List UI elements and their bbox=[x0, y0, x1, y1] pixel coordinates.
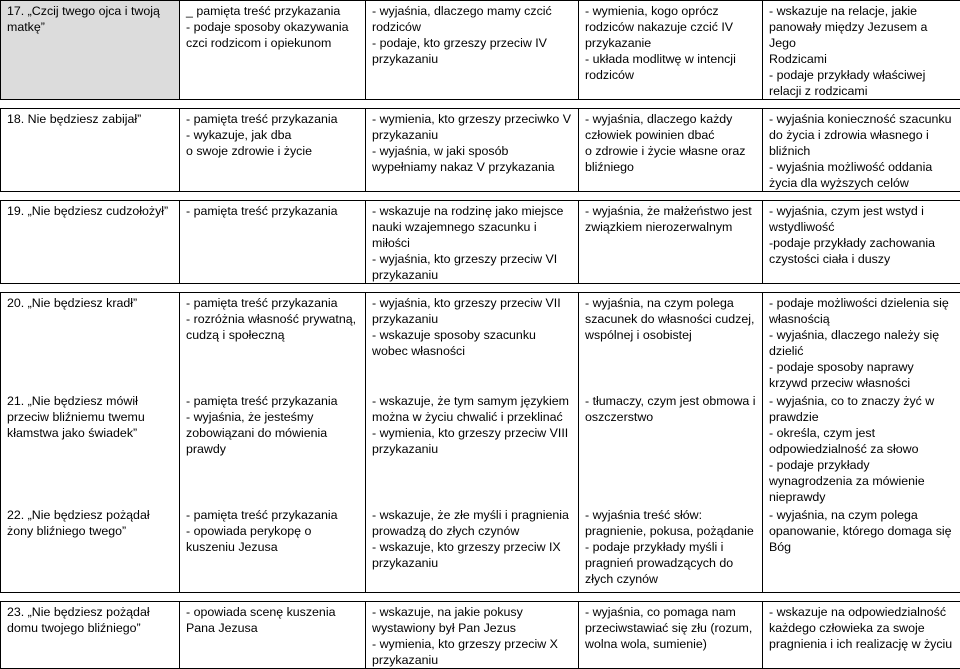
topic-cell bbox=[1, 602, 180, 669]
topic-number: 19. bbox=[7, 204, 24, 218]
table-row bbox=[1, 201, 960, 284]
level-4-cell: - wskazuje na odpowiedzialność każdego człowieka za swoje pragnienia i ich realizację w życiu bbox=[763, 602, 960, 669]
table-row bbox=[1, 505, 960, 593]
level-1-cell: - pamięta treść przykazania bbox=[180, 201, 366, 284]
topic-title: „Czcij twego ojca i twoją matkę” bbox=[7, 4, 160, 34]
level-2-cell: - wskazuje na rodzinę jako miejsce nauki wzajemnego szacunku i miłości - wyjaśnia, kto grzeszy przeciw VI przykazaniu bbox=[366, 201, 579, 284]
level-3-cell: - wymienia, kogo oprócz rodziców nakazuje czcić IV przykazanie - układa modlitwę w intencji rodziców bbox=[579, 1, 763, 100]
level-4-cell: - wyjaśnia, czym jest wstyd i wstydliwość -podaje przykłady zachowania czystości ciała i duszy bbox=[763, 201, 960, 284]
level-4-cell: - wyjaśnia, co to znaczy żyć w prawdzie - określa, czym jest odpowiedzialność za słowo - podaje przykłady wynagrodzenia za mówienie nieprawdy bbox=[763, 391, 960, 505]
table-row bbox=[1, 1, 960, 100]
row-spacer bbox=[1, 192, 960, 201]
level-3-cell: - tłumaczy, czym jest obmowa i oszczerstwo bbox=[579, 391, 763, 505]
level-4-cell: - podaje możliwości dzielenia się własnością - wyjaśnia, dlaczego należy się dzielić - podaje sposoby naprawy krzywd przeciw własności bbox=[763, 293, 960, 392]
level-2-cell: - wyjaśnia, dlaczego mamy czcić rodziców - podaje, kto grzeszy przeciw IV przykazaniu bbox=[366, 1, 579, 100]
row-spacer bbox=[1, 100, 960, 109]
topic-number: 20. bbox=[7, 296, 24, 310]
level-3-cell: - wyjaśnia, że małżeństwo jest związkiem nierozerwalnym bbox=[579, 201, 763, 284]
level-4-cell: - wyjaśnia konieczność szacunku do życia i zdrowia własnego i bliźnich - wyjaśnia możliwość oddania życia dla wyższych celów bbox=[763, 109, 960, 192]
topic-number: 23. bbox=[7, 605, 24, 619]
topic-cell bbox=[1, 505, 180, 593]
row-spacer bbox=[1, 284, 960, 293]
level-1-cell: - opowiada scenę kuszenia Pana Jezusa bbox=[180, 602, 366, 669]
topic-cell bbox=[1, 201, 180, 284]
topic-title: Nie będziesz zabijał” bbox=[24, 112, 141, 126]
level-2-cell: - wyjaśnia, kto grzeszy przeciw VII przykazaniu - wskazuje sposoby szacunku wobec własności bbox=[366, 293, 579, 392]
level-2-cell: - wskazuje, na jakie pokusy wystawiony był Pan Jezus - wymienia, kto grzeszy przeciw X przykazaniu bbox=[366, 602, 579, 669]
row-spacer bbox=[1, 593, 960, 602]
topic-cell bbox=[1, 109, 180, 192]
level-1-cell: - pamięta treść przykazania - opowiada perykopę o kuszeniu Jezusa bbox=[180, 505, 366, 593]
level-3-cell: - wyjaśnia, co pomaga nam przeciwstawiać się złu (rozum, wolna wola, sumienie) bbox=[579, 602, 763, 669]
table-row bbox=[1, 391, 960, 505]
level-3-cell: - wyjaśnia, na czym polega szacunek do własności cudzej, wspólnej i osobistej bbox=[579, 293, 763, 392]
level-3-cell: - wyjaśnia, dlaczego każdy człowiek powinien dbać o zdrowie i życie własne oraz bliźniego bbox=[579, 109, 763, 192]
topic-title: „Nie będziesz pożądał żony bliźniego twego” bbox=[7, 508, 150, 538]
table-row bbox=[1, 293, 960, 392]
topic-number: 21. bbox=[7, 394, 24, 408]
topic-title: „Nie będziesz pożądał domu twojego bliźniego” bbox=[7, 605, 150, 635]
table-row bbox=[1, 109, 960, 192]
topic-cell bbox=[1, 1, 180, 100]
level-3-cell: - wyjaśnia treść słów: pragnienie, pokusa, pożądanie - podaje przykłady myśli i pragnień prowadzących do złych czynów bbox=[579, 505, 763, 593]
table-row bbox=[1, 602, 960, 669]
topic-number: 22. bbox=[7, 508, 24, 522]
level-1-cell: - pamięta treść przykazania - rozróżnia własność prywatną, cudzą i społeczną bbox=[180, 293, 366, 392]
level-2-cell: - wymienia, kto grzeszy przeciwko V przykazaniu - wyjaśnia, w jaki sposób wypełniamy nakaz V przykazania bbox=[366, 109, 579, 192]
topic-title: „Nie będziesz cudzołożył” bbox=[24, 204, 168, 218]
topic-title: „Nie będziesz mówił przeciw bliźniemu twemu kłamstwa jako świadek” bbox=[7, 394, 145, 440]
topic-title: „Nie będziesz kradł” bbox=[24, 296, 137, 310]
topic-cell bbox=[1, 391, 180, 505]
topic-number: 17. bbox=[7, 4, 24, 18]
level-2-cell: - wskazuje, że tym samym językiem można w życiu chwalić i przeklinać - wymienia, kto grzeszy przeciw VIII przykazaniu bbox=[366, 391, 579, 505]
level-2-cell: - wskazuje, że złe myśli i pragnienia prowadzą do złych czynów - wskazuje, kto grzeszy przeciw IX przykazaniu bbox=[366, 505, 579, 593]
level-1-cell: _ pamięta treść przykazania - podaje sposoby okazywania czci rodzicom i opiekunom bbox=[180, 1, 366, 100]
level-1-cell: - pamięta treść przykazania - wykazuje, jak dba o swoje zdrowie i życie bbox=[180, 109, 366, 192]
level-4-cell: - wskazuje na relacje, jakie panowały między Jezusem a Jego Rodzicami - podaje przykłady właściwej relacji z rodzicami bbox=[763, 1, 960, 100]
topic-number: 18. bbox=[7, 112, 24, 126]
level-1-cell: - pamięta treść przykazania - wyjaśnia, że jesteśmy zobowiązani do mówienia prawdy bbox=[180, 391, 366, 505]
level-4-cell: - wyjaśnia, na czym polega opanowanie, którego domaga się Bóg bbox=[763, 505, 960, 593]
topic-cell bbox=[1, 293, 180, 392]
